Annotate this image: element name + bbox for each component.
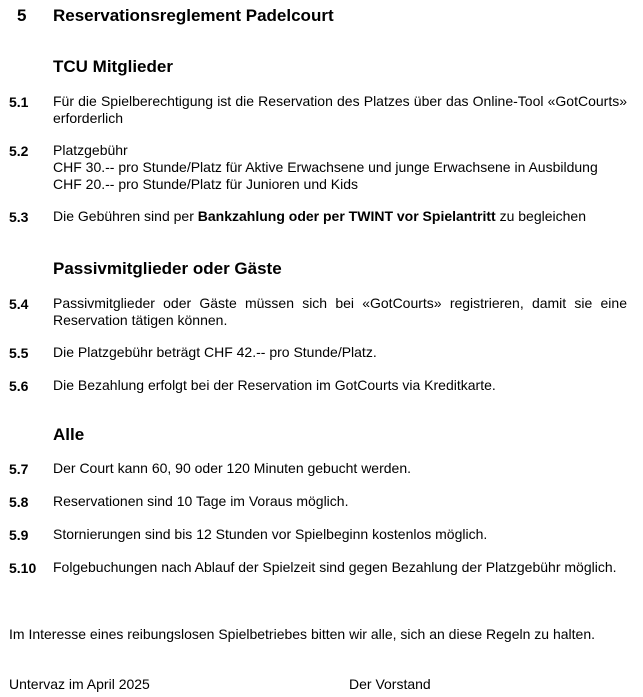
rule-text: Stornierungen sind bis 12 Stunden vor Spielbeginn kostenlos möglich.	[53, 526, 488, 542]
chapter-number: 5	[17, 6, 27, 25]
section-heading-tcu-members: TCU Mitglieder	[53, 57, 173, 76]
rule-text: Folgebuchungen nach Ablauf der Spielzeit sind gegen Bezahlung der Platzgebühr möglich.	[53, 559, 617, 575]
rule-text: Der Court kann 60, 90 oder 120 Minuten gebucht werden.	[53, 460, 412, 476]
rule-text: Reservationen sind 10 Tage im Voraus möglich.	[53, 493, 349, 509]
fee-line-adults: CHF 30.-- pro Stunde/Platz für Aktive Erwachsene und junge Erwachsene in Ausbildung	[53, 159, 598, 175]
rule-number: 5.7	[9, 461, 29, 477]
rule-number: 5.6	[9, 378, 29, 394]
closing-note: Im Interesse eines reibungslosen Spielbetriebes bitten wir alle, sich an diese Regeln zu halten.	[9, 626, 596, 642]
payment-text-pre: Die Gebühren sind per	[53, 208, 198, 224]
payment-text-post: zu begleichen	[495, 208, 586, 224]
document-title: Reservationsreglement Padelcourt	[53, 6, 334, 25]
rule-number: 5.5	[9, 345, 29, 361]
rule-number: 5.4	[9, 296, 29, 312]
rule-number: 5.1	[9, 94, 29, 110]
fee-line-juniors: CHF 20.-- pro Stunde/Platz für Junioren und Kids	[53, 176, 359, 192]
section-heading-passive-guests: Passivmitglieder oder Gäste	[53, 259, 282, 278]
rule-text-fees	[53, 142, 627, 193]
fee-heading: Platzgebühr	[53, 142, 128, 158]
rule-text-payment	[53, 208, 627, 225]
rule-number: 5.9	[9, 527, 29, 543]
rule-text: Für die Spielberechtigung ist die Reservation des Platzes über das Online-Tool «GotCourts» erforderlich	[53, 93, 627, 126]
rule-number: 5.10	[9, 560, 37, 576]
place-and-date: Untervaz im April 2025	[9, 676, 150, 692]
rule-text: Die Platzgebühr beträgt CHF 42.-- pro Stunde/Platz.	[53, 344, 377, 360]
signature: Der Vorstand	[349, 676, 431, 692]
rule-text: Passivmitglieder oder Gäste müssen sich bei «GotCourts» registrieren, damit sie eine Reservation tätigen können.	[53, 295, 627, 328]
rule-text: Die Bezahlung erfolgt bei der Reservation im GotCourts via Kreditkarte.	[53, 377, 496, 393]
rule-number: 5.2	[9, 143, 29, 159]
rule-number: 5.3	[9, 209, 29, 225]
payment-text-bold: Bankzahlung oder per TWINT vor Spielantritt	[197, 208, 496, 224]
rule-number: 5.8	[9, 494, 29, 510]
section-heading-all: Alle	[53, 425, 85, 444]
